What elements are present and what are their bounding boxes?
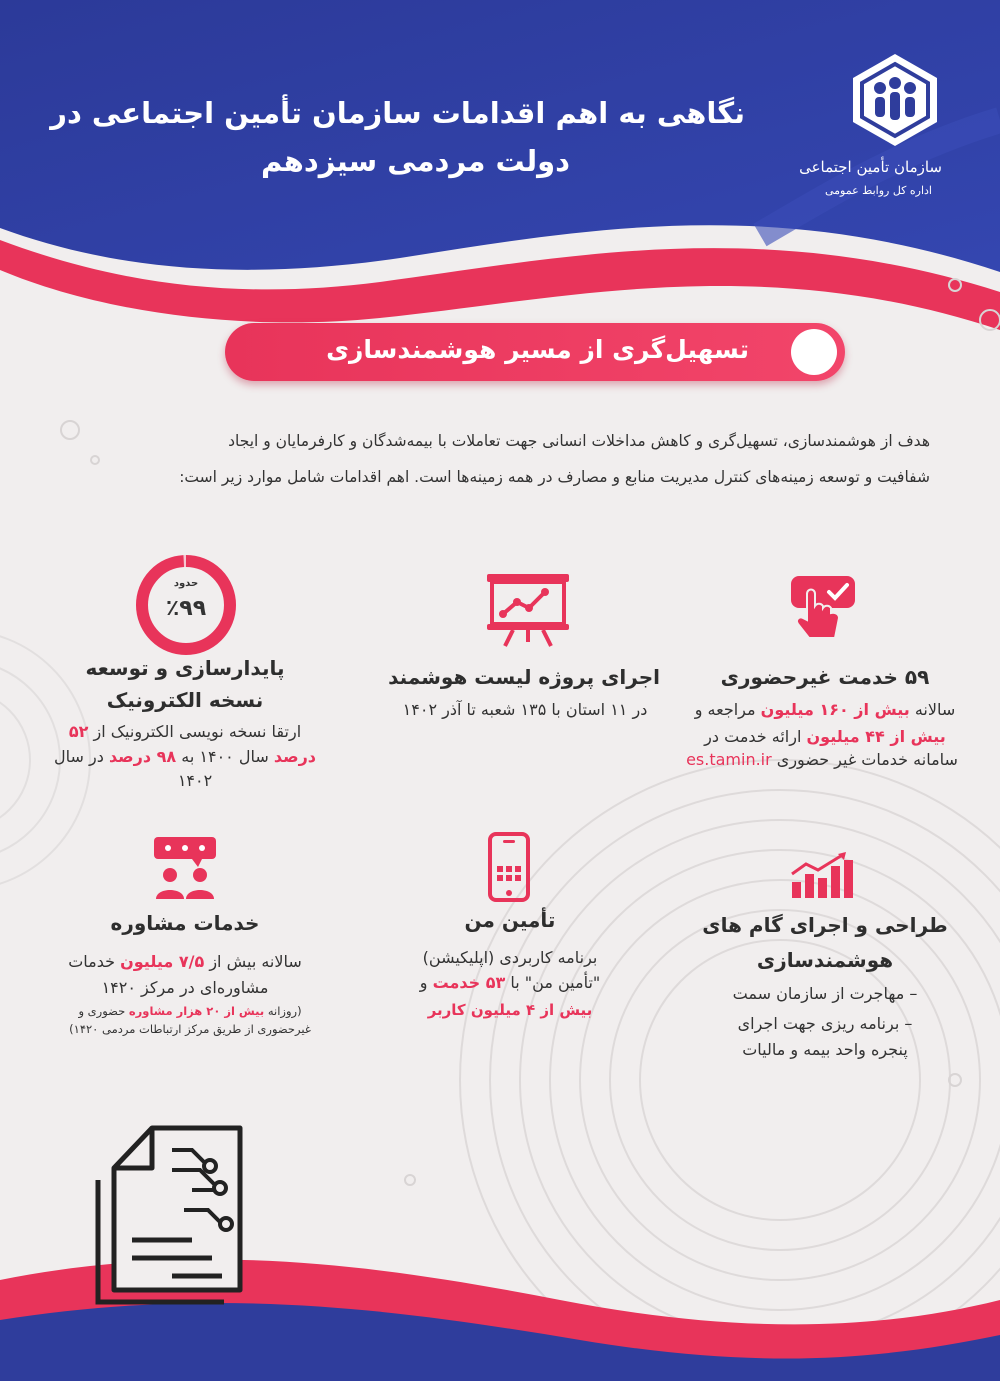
card-tamin-man-line2: "تأمین من" با ۵۳ خدمت و — [419, 973, 601, 992]
card-electronic-line3: ۱۴۰۲ — [177, 771, 213, 790]
card-remote-line1: سالانه بیش از ۱۶۰ میلیون مراجعه و — [694, 700, 956, 719]
logo-department: اداره کل روابط عمومی — [825, 184, 932, 197]
tamin-logo-icon — [845, 50, 945, 150]
badge-top-label: حدود — [173, 578, 199, 589]
card-counseling-line1: سالانه بیش از ۷/۵ میلیون خدمات — [68, 952, 302, 971]
card-smart-list-line1: در ۱۱ استان با ۱۳۵ شعبه تا آذر ۱۴۰۲ — [402, 700, 648, 719]
card-tamin-man-title: تأمین من — [464, 908, 556, 932]
pill-circle-icon — [791, 329, 837, 375]
card-electronic-line2: درصد سال ۱۴۰۰ به ۹۸ درصد در سال — [54, 747, 316, 766]
card-electronic-title2: نسخه الکترونیک — [106, 688, 264, 712]
card-remote-line2: بیش از ۴۴ میلیون ارائه خدمت در — [704, 727, 946, 746]
card-counseling-line2: مشاوره‌ای در مرکز ۱۴۲۰ — [101, 978, 269, 997]
circuit-document-illustration — [92, 1120, 252, 1310]
card-remote-line3: سامانه خدمات غیر حضوری es.tamin.ir — [686, 750, 958, 769]
card-electronic-line1: ارتقا نسخه نویسی الکترونیک از ۵۲ — [68, 722, 302, 741]
card-counseling-small2: غیرحضوری از طریق مرکز ارتباطات مردمی ۱۴۲۰) — [69, 1022, 311, 1036]
es-tamin-link[interactable]: es.tamin.ir — [686, 750, 772, 769]
card-electronic-title1: پایدارسازی و توسعه — [85, 656, 285, 680]
card-smart-steps-line1: – مهاجرت از سازمان سمت — [732, 984, 918, 1003]
growth-bar-chart-icon — [788, 850, 854, 900]
logo-org-name: سازمان تأمین اجتماعی — [799, 158, 942, 176]
card-tamin-man-line1: برنامه کاربردی (اپلیکیشن) — [422, 948, 598, 967]
consultation-people-icon — [152, 835, 218, 901]
intro-line1: هدف از هوشمندسازی، تسهیل‌گری و کاهش مداخلات انسانی جهت تعاملات با بیمه‌شدگان و کارفرمایان و ایجاد — [228, 432, 930, 450]
badge-value: ٪۹۹ — [165, 596, 207, 621]
page-title-line2: دولت مردمی سیزدهم — [261, 144, 570, 178]
intro-line2: شفافیت و توسعه زمینه‌های کنترل مدیریت منابع و مصارف در همه زمینه‌ها است. اهم اقدامات شامل موارد زیر است: — [179, 468, 930, 486]
presentation-chart-icon — [483, 570, 573, 650]
card-smart-steps-line3: پنجره واحد بیمه و مالیات — [742, 1040, 908, 1059]
card-tamin-man-line3: بیش از ۴ میلیون کاربر — [427, 1001, 593, 1019]
section-title: تسهیل‌گری از مسیر هوشمندسازی — [326, 335, 749, 364]
card-counseling-small1: (روزانه بیش از ۲۰ هزار مشاوره حضوری و — [78, 1004, 302, 1018]
page-title-line1: نگاهی به اهم اقدامات سازمان تأمین اجتماعی در — [50, 96, 745, 130]
card-smart-steps-title1: طراحی و اجرای گام های — [702, 913, 948, 937]
touch-checkmark-icon — [785, 572, 865, 644]
card-smart-steps-title2: هوشمندسازی — [756, 948, 894, 972]
card-smart-steps-line2: – برنامه ریزی جهت اجرای — [737, 1014, 913, 1033]
card-counseling-title: خدمات مشاوره — [110, 911, 260, 935]
card-remote-title: ۵۹ خدمت غیرحضوری — [720, 665, 930, 689]
card-smart-list-title: اجرای پروژه لیست هوشمند — [388, 665, 660, 689]
mobile-app-icon — [488, 832, 530, 902]
section-title-pill — [225, 323, 845, 381]
